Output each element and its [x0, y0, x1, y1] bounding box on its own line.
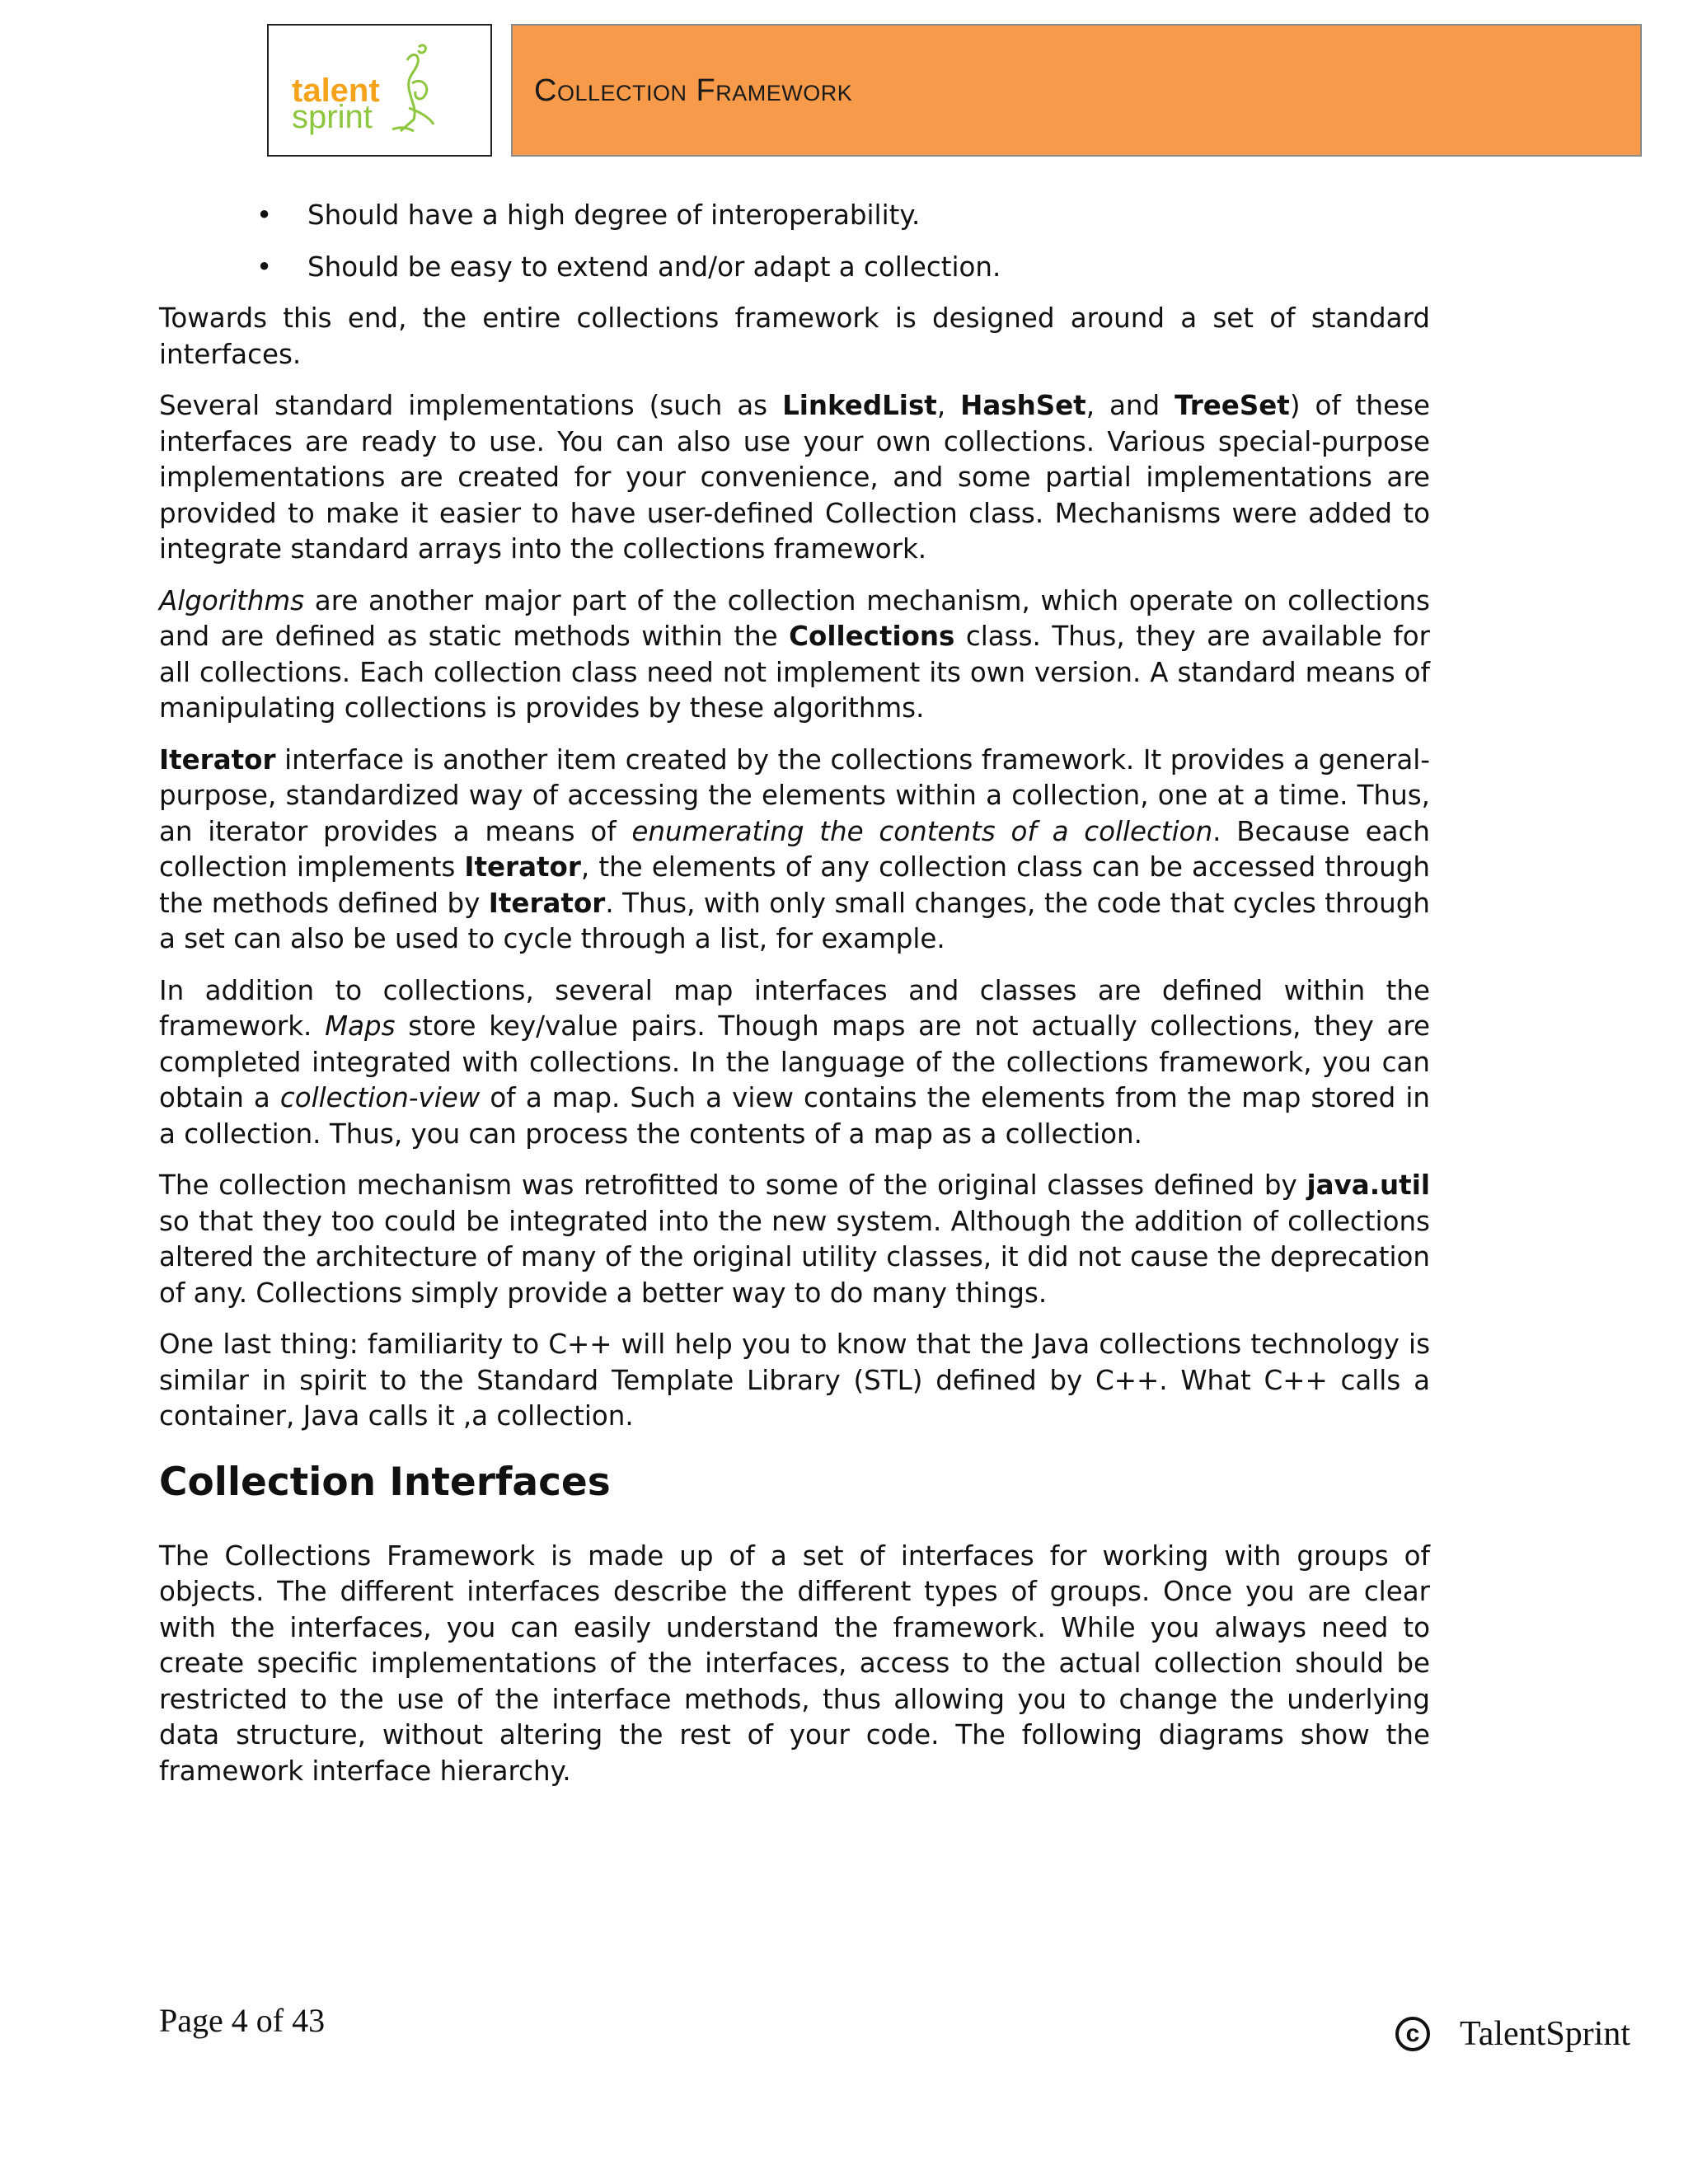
copyright-icon: c	[1395, 2017, 1430, 2051]
talentsprint-logo	[267, 24, 492, 157]
bullet-icon: •	[256, 199, 273, 231]
page-header	[0, 0, 1688, 165]
page-number: Page 4 of 43	[159, 2002, 326, 2039]
paragraph-standard-interfaces: Towards this end, the entire collections framework is designed around a set of standard interfaces.	[159, 302, 1430, 370]
logo-word-talent: talent	[292, 73, 380, 109]
footer-brand	[1395, 2014, 1630, 2054]
list-item: • Should be easy to extend and/or adapt a collection.	[159, 250, 1430, 286]
logo-word-sprint: sprint	[292, 99, 373, 135]
section-heading: Collection Interfaces	[159, 1459, 611, 1505]
paragraph-interfaces: The Collections Framework is made up of a set of interfaces for working with groups of objects. The different interfaces describe the different types of groups. Once you are clear with the interfaces, you can easily understand the framework. While you always need to create specific implementations of the interfaces, access to the actual collection should be restricted to the use of the interface methods, thus allowing you to change the underlying data structure, without altering the rest of your code. The following diagrams show the framework interface hierarchy.	[159, 1540, 1430, 1787]
paragraph-maps: In addition to collections, several map interfaces and classes are defined within the framework. Maps store key/value pairs. Though maps are not actually collections, they are completed integrated with collections. In the language of the collections framework, you can obtain a collection-view of a map. Such a view contains the elements from the map stored in a collection. Thus, you can process the contents of a map as a collection.	[159, 974, 1431, 1150]
runner-logo-icon	[269, 26, 490, 155]
brand-name: TalentSprint	[1460, 2015, 1631, 2053]
paragraph-implementations: Several standard implementations (such as LinkedList, HashSet, and TreeSet) of these interfaces are ready to use. You can also use your own collections. Various special-purpose implementations are created for your convenience, and some partial implementations are provided to make it easier to have user-defined Collection class. Mechanisms were added to integrate standard arrays into the collections framework.	[159, 390, 1431, 565]
bullet-icon: •	[256, 251, 273, 283]
bullet-list	[159, 198, 1430, 285]
paragraph-retrofitted: The collection mechanism was retrofitted to some of the original classes defined by java.util so that they too could be integrated into the new system. Although the addition of collections altered the architecture of many of the original utility classes, it did not cause the deprecation of any. Collections simply provide a better way to do many things.	[159, 1169, 1430, 1309]
header-title-bar	[511, 24, 1642, 157]
document-title: Collection Framework	[534, 73, 853, 108]
list-item: • Should have a high degree of interoperability.	[159, 198, 1430, 234]
paragraph-cpp-stl: One last thing: familiarity to C++ will help you to know that the Java collections technology is similar in spirit to the Standard Template Library (STL) defined by C++. What C++ calls a container, Java calls it ,a collection.	[159, 1329, 1430, 1432]
document-body	[159, 198, 1430, 1805]
paragraph-algorithms: Algorithms are another major part of the collection mechanism, which operate on collections and are defined as static methods within the Collections class. Thus, they are available for all collections. Each collection class need not implement its own version. A standard means of manipulating collections is provides by these algorithms.	[159, 584, 1430, 724]
paragraph-iterator: Iterator interface is another item created by the collections framework. It provides a general-purpose, standardized way of accessing the elements within a collection, one at a time. Thus, an iterator provides a means of enumerating the contents of a collection. Because each collection implements Iterator, the elements of any collection class can be accessed through the methods defined by Iterator. Thus, with only small changes, the code that cycles through a set can also be used to cycle through a list, for example.	[159, 743, 1430, 954]
